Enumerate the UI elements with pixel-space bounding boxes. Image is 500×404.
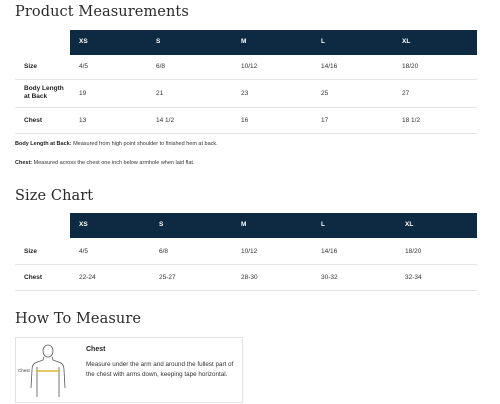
header-size-l: L [321, 38, 325, 45]
size-chart-table [15, 213, 477, 291]
header-size-s: S [156, 38, 161, 45]
table-cell: 14/16 [321, 248, 338, 255]
note-chest [15, 160, 194, 166]
table-cell: 22-24 [79, 274, 96, 281]
product-measurements-table [15, 30, 477, 134]
table-cell: 4/5 [79, 248, 89, 255]
note-term: Chest: [15, 160, 33, 166]
table-cell: 16 [241, 117, 249, 124]
header-size-l: L [321, 221, 325, 228]
header-size-xs: XS [79, 38, 88, 45]
table-cell: 25-27 [159, 274, 176, 281]
row-label: Chest [24, 274, 43, 281]
row-label: Body Length at Back [24, 85, 64, 100]
table-cell: 6/8 [159, 248, 169, 255]
table-cell: 28-30 [241, 274, 258, 281]
table-row [15, 80, 477, 108]
table-cell: 30-32 [321, 274, 338, 281]
table-cell: 18/20 [405, 248, 422, 255]
how-to-measure-title: How To Measure [15, 311, 142, 327]
note-body-length [15, 141, 218, 147]
row-label: Size [24, 248, 38, 255]
header-size-xl: XL [405, 221, 414, 228]
header-size-xl: XL [402, 38, 411, 45]
torso-outline-icon [24, 342, 72, 398]
table-row [15, 265, 477, 291]
body-figure-icon [18, 342, 72, 398]
table-header [70, 30, 477, 55]
table-cell: 14 1/2 [156, 117, 175, 124]
table-cell: 13 [79, 117, 87, 124]
table-cell: 25 [321, 90, 329, 97]
table-cell: 14/16 [321, 63, 338, 70]
size-chart-title: Size Chart [15, 188, 94, 204]
table-row [15, 108, 477, 134]
table-cell: 10/12 [241, 248, 258, 255]
table-cell: 18/20 [402, 63, 419, 70]
table-cell: 6/8 [156, 63, 166, 70]
figure-label-chest: Chest [18, 368, 30, 373]
header-size-s: S [159, 221, 164, 228]
note-text: Measured from high point shoulder to finished hem at back. [71, 141, 218, 147]
table-cell: 32-34 [405, 274, 422, 281]
measure-card-chest [15, 337, 243, 403]
table-cell: 17 [321, 117, 329, 124]
header-size-m: M [241, 38, 247, 45]
note-text: Measured across the chest one inch below armhole when laid flat. [32, 160, 195, 166]
table-header [70, 213, 477, 238]
header-size-xs: XS [79, 221, 88, 228]
header-size-m: M [241, 221, 247, 228]
table-cell: 27 [402, 90, 410, 97]
table-cell: 21 [156, 90, 164, 97]
table-cell: 10/12 [241, 63, 258, 70]
measure-item-title: Chest [86, 346, 106, 353]
table-cell: 23 [241, 90, 249, 97]
note-term: Body Length at Back: [15, 141, 72, 147]
table-row [15, 238, 477, 265]
table-cell: 4/5 [79, 63, 89, 70]
measure-item-description: Measure under the arm and around the fullest part of the chest with arms down, keeping tape horizontal. [86, 361, 234, 378]
row-label: Chest [24, 117, 43, 124]
product-measurements-title: Product Measurements [15, 4, 189, 20]
table-row [15, 55, 477, 80]
table-cell: 18 1/2 [402, 117, 421, 124]
row-label: Size [24, 63, 38, 70]
table-cell: 19 [79, 90, 87, 97]
